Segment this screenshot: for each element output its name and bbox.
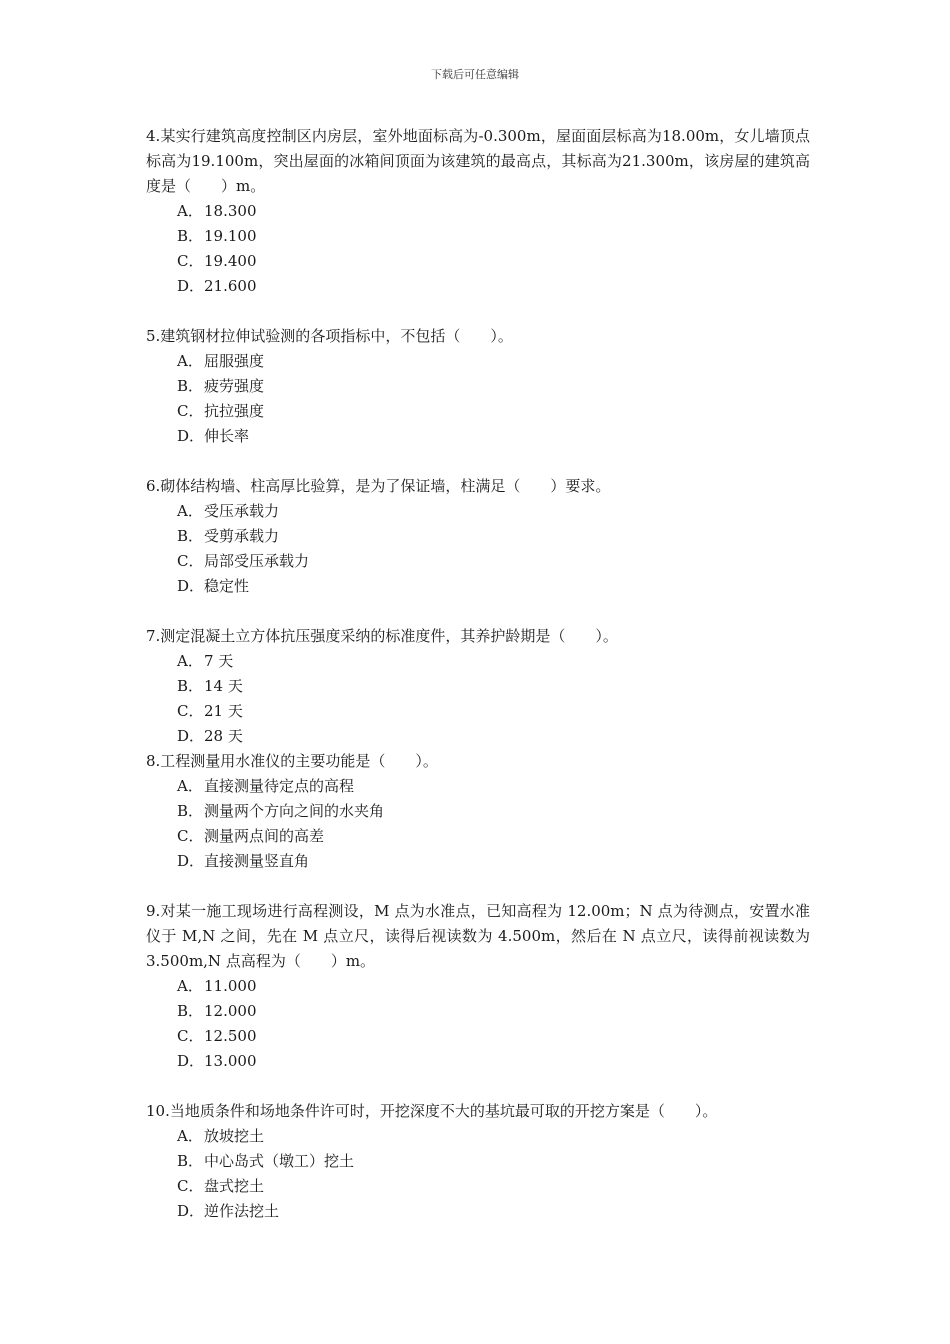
question-5 — [146, 324, 810, 449]
option-text: 疲劳强度 — [204, 377, 265, 395]
option-c — [146, 1174, 810, 1199]
option-text: 屈服强度 — [204, 352, 265, 370]
option-letter: A． — [177, 352, 203, 370]
option-letter: D． — [177, 1052, 205, 1070]
question-stem: 7.测定混凝土立方体抗压强度采纳的标准度件，其养护龄期是（ ）。 — [146, 627, 618, 645]
option-a — [146, 974, 810, 999]
option-letter: D． — [177, 427, 205, 445]
question-6 — [146, 474, 810, 599]
option-text: 抗拉强度 — [204, 402, 265, 420]
option-a — [146, 349, 810, 374]
option-b — [146, 674, 810, 699]
option-letter: C． — [177, 702, 204, 720]
option-d — [146, 1049, 810, 1074]
option-a — [146, 199, 810, 224]
option-c — [146, 699, 810, 724]
question-stem: 4.某实行建筑高度控制区内房层，室外地面标高为-0.300m，屋面面层标高为18.00m，女儿墙顶点标高为19.100m，突出屋面的冰箱间顶面为该建筑的最高点，其标高为21.300m，该房屋的建筑高度是（ ）m。 — [146, 127, 810, 195]
option-letter: C． — [177, 402, 204, 420]
option-letter: A． — [177, 777, 203, 795]
option-text: 中心岛式（墩工）挖土 — [204, 1152, 355, 1170]
question-stem: 6.砌体结构墙、柱高厚比验算，是为了保证墙，柱满足（ ）要求。 — [146, 477, 611, 495]
option-letter: C． — [177, 252, 204, 270]
option-letter: B． — [177, 802, 204, 820]
option-text: 19.400 — [204, 252, 257, 270]
option-letter: B． — [177, 1152, 204, 1170]
option-b — [146, 524, 810, 549]
option-text: 28 天 — [204, 727, 243, 745]
option-d — [146, 724, 810, 749]
option-d — [146, 1199, 810, 1224]
option-letter: C． — [177, 827, 204, 845]
option-text: 14 天 — [204, 677, 243, 695]
option-text: 盘式挖土 — [204, 1177, 265, 1195]
question-7 — [146, 624, 810, 749]
option-b — [146, 374, 810, 399]
option-letter: D． — [177, 577, 205, 595]
option-letter: D． — [177, 852, 205, 870]
option-letter: B． — [177, 377, 204, 395]
option-a — [146, 1124, 810, 1149]
option-c — [146, 249, 810, 274]
option-letter: C． — [177, 552, 204, 570]
option-letter: A． — [177, 202, 203, 220]
option-text: 21.600 — [204, 277, 257, 295]
page-header: 下载后可任意编辑 — [431, 68, 519, 81]
question-4 — [146, 124, 810, 299]
option-b — [146, 999, 810, 1024]
document-body — [146, 124, 810, 1224]
option-text: 放坡挖土 — [204, 1127, 265, 1145]
option-letter: A． — [177, 977, 203, 995]
option-d — [146, 274, 810, 299]
option-letter: D． — [177, 277, 205, 295]
option-letter: C． — [177, 1027, 204, 1045]
option-c — [146, 824, 810, 849]
option-text: 13.000 — [204, 1052, 257, 1070]
option-letter: A． — [177, 502, 203, 520]
option-d — [146, 849, 810, 874]
question-stem: 10.当地质条件和场地条件许可时，开挖深度不大的基坑最可取的开挖方案是（ ）。 — [146, 1102, 718, 1120]
option-d — [146, 574, 810, 599]
option-c — [146, 549, 810, 574]
option-a — [146, 649, 810, 674]
option-text: 19.100 — [204, 227, 257, 245]
option-text: 直接测量待定点的高程 — [204, 777, 355, 795]
option-a — [146, 499, 810, 524]
question-stem: 5.建筑钢材拉伸试验测的各项指标中，不包括（ ）。 — [146, 327, 513, 345]
option-letter: C． — [177, 1177, 204, 1195]
option-text: 稳定性 — [204, 577, 250, 595]
option-text: 伸长率 — [204, 427, 250, 445]
option-letter: B． — [177, 227, 204, 245]
option-letter: A． — [177, 1127, 203, 1145]
question-10 — [146, 1099, 810, 1224]
option-text: 逆作法挖土 — [204, 1202, 280, 1220]
option-a — [146, 774, 810, 799]
option-letter: B． — [177, 677, 204, 695]
option-c — [146, 1024, 810, 1049]
option-text: 受压承载力 — [204, 502, 280, 520]
question-stem: 8.工程测量用水准仪的主要功能是（ ）。 — [146, 752, 438, 770]
option-letter: D． — [177, 727, 205, 745]
option-text: 18.300 — [204, 202, 257, 220]
option-text: 12.000 — [204, 1002, 257, 1020]
option-text: 7 天 — [204, 652, 234, 670]
option-b — [146, 799, 810, 824]
option-b — [146, 224, 810, 249]
option-d — [146, 424, 810, 449]
option-text: 21 天 — [204, 702, 243, 720]
option-text: 受剪承载力 — [204, 527, 280, 545]
question-8 — [146, 749, 810, 874]
option-text: 11.000 — [204, 977, 257, 995]
option-c — [146, 399, 810, 424]
option-text: 局部受压承载力 — [204, 552, 310, 570]
option-text: 直接测量竖直角 — [204, 852, 310, 870]
option-b — [146, 1149, 810, 1174]
option-letter: B． — [177, 1002, 204, 1020]
option-letter: B． — [177, 527, 204, 545]
option-letter: D． — [177, 1202, 205, 1220]
option-text: 测量两点间的高差 — [204, 827, 325, 845]
option-text: 测量两个方向之间的水夹角 — [204, 802, 385, 820]
question-9 — [146, 899, 810, 1074]
option-text: 12.500 — [204, 1027, 257, 1045]
option-letter: A． — [177, 652, 203, 670]
question-stem: 9.对某一施工现场进行高程测设，M 点为水准点，已知高程为 12.00m；N 点为待测点，安置水准仪于 M,N 之间，先在 M 点立尺，读得后视读数为 4.500m，然后在 N 点立尺，读得前视读数为 3.500m,N 点高程为（ ）m。 — [146, 902, 810, 970]
